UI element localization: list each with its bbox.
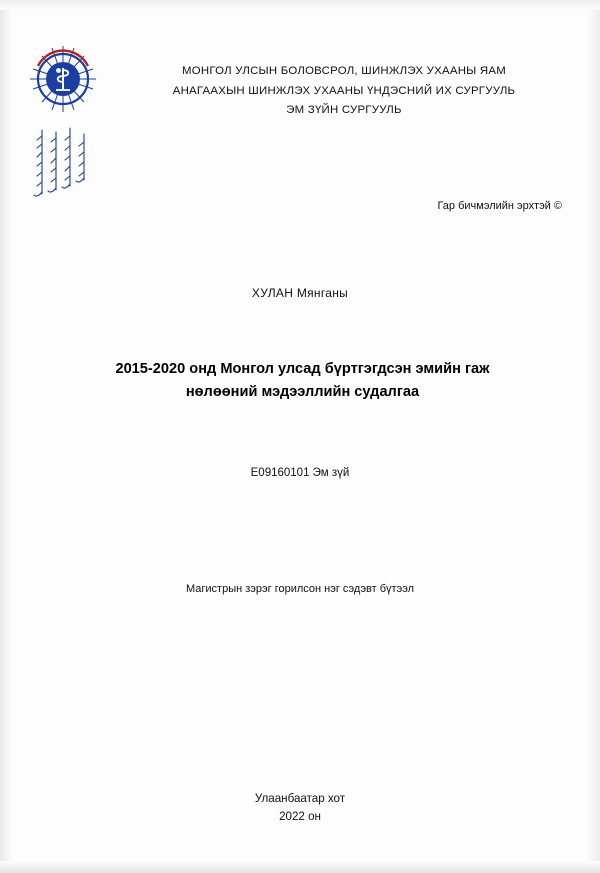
scan-edge-top: [0, 0, 600, 10]
traditional-mongolian-script-mark: [30, 124, 96, 202]
header-line-university: АНАГААХЫН ШИНЖЛЭХ УХААНЫ ҮНДЭСНИЙ ИХ СУРГУУЛЬ: [172, 84, 516, 97]
header-line-ministry: МОНГОЛ УЛСЫН БОЛОВСРОЛ, ШИНЖЛЭХ УХААНЫ ЯАМ: [182, 65, 506, 77]
university-emblem-icon: [28, 44, 98, 114]
copyright-notice: Гар бичмэлийн эрхтэй ©: [437, 200, 562, 212]
institution-header: [118, 62, 570, 121]
footer-city: Улаанбаатар хот: [254, 792, 346, 805]
program-code: E09160101 Эм зүй: [250, 467, 350, 479]
header-line-school: ЭМ ЗҮЙН СУРГУУЛЬ: [286, 104, 402, 116]
footer-year: 2022 он: [279, 810, 321, 823]
footer-block: [0, 790, 600, 826]
scan-edge-bottom: [0, 861, 600, 873]
scan-edge-left: [0, 0, 12, 873]
scan-edge-right: [586, 0, 600, 873]
author-name: ХУЛАН Мянганы: [251, 286, 349, 300]
degree-statement: Магистрын зэрэг горилсон нэг сэдэвт бүтээл: [186, 583, 414, 595]
thesis-title: 2015-2020 онд Монгол улсад бүртгэгдсэн эмийн гаж нөлөөний мэдээллийн судалгаа: [115, 361, 490, 400]
